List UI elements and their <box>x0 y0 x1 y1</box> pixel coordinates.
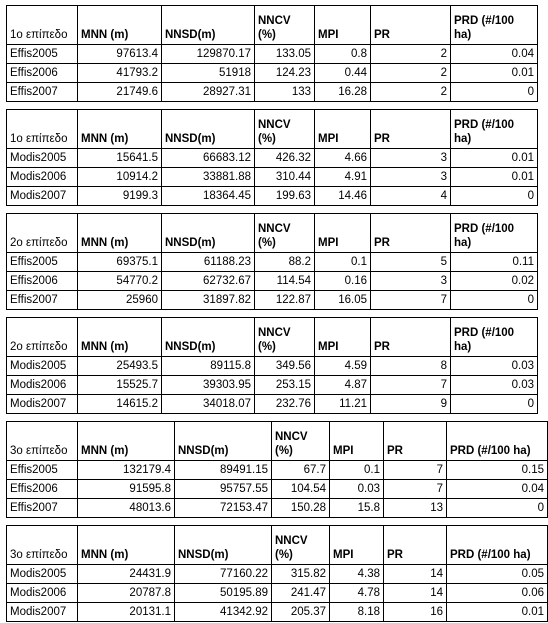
dataset-name: Effis2007 <box>7 83 78 102</box>
cell-pr: 16 <box>384 603 447 622</box>
dataset-name: Modis2007 <box>7 603 78 622</box>
cell-mpi: 15.8 <box>330 499 384 518</box>
cell-nnsd: 61188.23 <box>162 253 255 272</box>
cell-mpi: 0.1 <box>315 253 371 272</box>
level-label: 3ο επίπεδο <box>7 422 78 461</box>
data-table <box>6 213 538 310</box>
cell-nncv: 122.87 <box>255 291 315 310</box>
cell-mpi: 16.05 <box>315 291 371 310</box>
cell-prd: 0.01 <box>451 168 538 187</box>
column-header-prd: PRD (#/100 ha) <box>447 422 548 461</box>
table-row <box>7 499 548 518</box>
cell-mpi: 0.16 <box>315 272 371 291</box>
column-header-pr: PR <box>371 110 451 149</box>
column-header-mnn: MNN (m) <box>78 318 162 357</box>
cell-prd: 0.01 <box>451 64 538 83</box>
cell-pr: 2 <box>371 83 451 102</box>
cell-nncv: 104.54 <box>272 480 330 499</box>
table-header-row <box>7 214 538 253</box>
cell-pr: 2 <box>371 64 451 83</box>
cell-nnsd: 89491.15 <box>175 461 272 480</box>
cell-pr: 3 <box>371 168 451 187</box>
cell-nncv: 124.23 <box>255 64 315 83</box>
level-label: 1ο επίπεδο <box>7 110 78 149</box>
cell-mpi: 4.87 <box>315 376 371 395</box>
dataset-name: Modis2005 <box>7 149 78 168</box>
cell-pr: 14 <box>384 584 447 603</box>
cell-mnn: 54770.2 <box>78 272 162 291</box>
column-header-nnsd: NNSD(m) <box>162 318 255 357</box>
cell-nnsd: 62732.67 <box>162 272 255 291</box>
cell-prd: 0.11 <box>451 253 538 272</box>
table-row <box>7 376 538 395</box>
column-header-mpi: MPI <box>330 526 384 565</box>
data-table <box>6 525 548 622</box>
cell-nncv: 349.56 <box>255 357 315 376</box>
cell-mnn: 15641.5 <box>78 149 162 168</box>
cell-prd: 0 <box>451 83 538 102</box>
table-row <box>7 584 548 603</box>
cell-pr: 2 <box>371 45 451 64</box>
cell-mpi: 0.1 <box>330 461 384 480</box>
column-header-nncv: NNCV (%) <box>255 318 315 357</box>
cell-nnsd: 77160.22 <box>175 565 272 584</box>
cell-nncv: 232.76 <box>255 395 315 414</box>
cell-nnsd: 95757.55 <box>175 480 272 499</box>
column-header-prd: PRD (#/100 ha) <box>451 318 538 357</box>
cell-mnn: 20787.8 <box>78 584 175 603</box>
cell-nnsd: 89115.8 <box>162 357 255 376</box>
column-header-mnn: MNN (m) <box>78 526 175 565</box>
column-header-prd: PRD (#/100 ha) <box>451 214 538 253</box>
cell-mnn: 25960 <box>78 291 162 310</box>
dataset-name: Effis2005 <box>7 253 78 272</box>
dataset-name: Effis2005 <box>7 461 78 480</box>
cell-mnn: 15525.7 <box>78 376 162 395</box>
column-header-nnsd: NNSD(m) <box>162 6 255 45</box>
cell-nnsd: 41342.92 <box>175 603 272 622</box>
cell-prd: 0.03 <box>451 357 538 376</box>
level-label: 3ο επίπεδο <box>7 526 78 565</box>
cell-nncv: 133 <box>255 83 315 102</box>
cell-pr: 13 <box>384 499 447 518</box>
dataset-name: Modis2006 <box>7 584 78 603</box>
dataset-name: Modis2007 <box>7 187 78 206</box>
table-row <box>7 480 548 499</box>
cell-nncv: 205.37 <box>272 603 330 622</box>
dataset-name: Modis2006 <box>7 376 78 395</box>
table-row <box>7 603 548 622</box>
column-header-nnsd: NNSD(m) <box>175 526 272 565</box>
cell-mpi: 4.59 <box>315 357 371 376</box>
table-header-row <box>7 526 548 565</box>
column-header-nncv: NNCV (%) <box>272 526 330 565</box>
dataset-name: Effis2007 <box>7 291 78 310</box>
dataset-name: Modis2005 <box>7 565 78 584</box>
table-row <box>7 565 548 584</box>
cell-mpi: 16.28 <box>315 83 371 102</box>
cell-mnn: 91595.8 <box>78 480 175 499</box>
cell-mpi: 4.66 <box>315 149 371 168</box>
column-header-nnsd: NNSD(m) <box>162 214 255 253</box>
cell-prd: 0.02 <box>451 272 538 291</box>
table-row <box>7 461 548 480</box>
table-row <box>7 149 538 168</box>
cell-mnn: 10914.2 <box>78 168 162 187</box>
cell-mpi: 0.8 <box>315 45 371 64</box>
cell-mpi: 4.38 <box>330 565 384 584</box>
cell-nnsd: 33881.88 <box>162 168 255 187</box>
table-row <box>7 83 538 102</box>
cell-pr: 4 <box>371 187 451 206</box>
cell-pr: 7 <box>371 291 451 310</box>
cell-nnsd: 50195.89 <box>175 584 272 603</box>
cell-nncv: 315.82 <box>272 565 330 584</box>
cell-prd: 0.01 <box>447 603 548 622</box>
column-header-mnn: MNN (m) <box>78 110 162 149</box>
cell-nncv: 199.63 <box>255 187 315 206</box>
cell-prd: 0.01 <box>451 149 538 168</box>
column-header-mpi: MPI <box>315 318 371 357</box>
cell-prd: 0 <box>451 187 538 206</box>
cell-mpi: 4.91 <box>315 168 371 187</box>
column-header-mnn: MNN (m) <box>78 422 175 461</box>
cell-nncv: 114.54 <box>255 272 315 291</box>
column-header-mpi: MPI <box>330 422 384 461</box>
dataset-name: Effis2007 <box>7 499 78 518</box>
cell-prd: 0.15 <box>447 461 548 480</box>
dataset-name: Effis2006 <box>7 480 78 499</box>
column-header-nncv: NNCV (%) <box>255 6 315 45</box>
cell-mnn: 14615.2 <box>78 395 162 414</box>
cell-prd: 0.03 <box>451 376 538 395</box>
cell-nnsd: 39303.95 <box>162 376 255 395</box>
cell-pr: 3 <box>371 149 451 168</box>
table-row <box>7 291 538 310</box>
table-row <box>7 253 538 272</box>
cell-mnn: 24431.9 <box>78 565 175 584</box>
cell-nncv: 426.32 <box>255 149 315 168</box>
cell-prd: 0.05 <box>447 565 548 584</box>
column-header-nncv: NNCV (%) <box>255 110 315 149</box>
table-header-row <box>7 110 538 149</box>
column-header-nnsd: NNSD(m) <box>175 422 272 461</box>
cell-nnsd: 28927.31 <box>162 83 255 102</box>
data-table <box>6 317 538 414</box>
column-header-nncv: NNCV (%) <box>255 214 315 253</box>
dataset-name: Modis2007 <box>7 395 78 414</box>
cell-mnn: 41793.2 <box>78 64 162 83</box>
cell-nnsd: 18364.45 <box>162 187 255 206</box>
cell-mnn: 97613.4 <box>78 45 162 64</box>
data-table <box>6 421 548 518</box>
table-header-row <box>7 318 538 357</box>
cell-mpi: 0.44 <box>315 64 371 83</box>
data-table <box>6 5 538 102</box>
cell-nncv: 241.47 <box>272 584 330 603</box>
cell-mpi: 14.46 <box>315 187 371 206</box>
cell-nnsd: 129870.17 <box>162 45 255 64</box>
cell-mnn: 20131.1 <box>78 603 175 622</box>
cell-prd: 0 <box>447 499 548 518</box>
cell-prd: 0.06 <box>447 584 548 603</box>
cell-nncv: 253.15 <box>255 376 315 395</box>
cell-nncv: 310.44 <box>255 168 315 187</box>
cell-prd: 0 <box>451 291 538 310</box>
column-header-pr: PR <box>371 318 451 357</box>
table-header-row <box>7 422 548 461</box>
cell-mnn: 48013.6 <box>78 499 175 518</box>
dataset-name: Modis2006 <box>7 168 78 187</box>
table-header-row <box>7 6 538 45</box>
cell-mpi: 8.18 <box>330 603 384 622</box>
level-label: 2ο επίπεδο <box>7 318 78 357</box>
column-header-mpi: MPI <box>315 110 371 149</box>
cell-prd: 0.04 <box>447 480 548 499</box>
cell-nnsd: 34018.07 <box>162 395 255 414</box>
cell-mnn: 69375.1 <box>78 253 162 272</box>
level-label: 2ο επίπεδο <box>7 214 78 253</box>
table-row <box>7 168 538 187</box>
column-header-pr: PR <box>371 6 451 45</box>
column-header-prd: PRD (#/100 ha) <box>451 110 538 149</box>
cell-mpi: 0.03 <box>330 480 384 499</box>
table-row <box>7 395 538 414</box>
cell-nncv: 67.7 <box>272 461 330 480</box>
cell-nnsd: 31897.82 <box>162 291 255 310</box>
column-header-mnn: MNN (m) <box>78 214 162 253</box>
cell-prd: 0 <box>451 395 538 414</box>
dataset-name: Effis2005 <box>7 45 78 64</box>
cell-pr: 8 <box>371 357 451 376</box>
cell-nnsd: 72153.47 <box>175 499 272 518</box>
cell-nncv: 150.28 <box>272 499 330 518</box>
column-header-mpi: MPI <box>315 214 371 253</box>
cell-mpi: 11.21 <box>315 395 371 414</box>
cell-pr: 14 <box>384 565 447 584</box>
cell-pr: 7 <box>384 461 447 480</box>
table-row <box>7 187 538 206</box>
column-header-pr: PR <box>371 214 451 253</box>
cell-mnn: 21749.6 <box>78 83 162 102</box>
cell-nncv: 88.2 <box>255 253 315 272</box>
dataset-name: Effis2006 <box>7 64 78 83</box>
table-row <box>7 357 538 376</box>
cell-pr: 3 <box>371 272 451 291</box>
cell-prd: 0.04 <box>451 45 538 64</box>
data-table <box>6 109 538 206</box>
column-header-pr: PR <box>384 422 447 461</box>
cell-mpi: 4.78 <box>330 584 384 603</box>
cell-mnn: 25493.5 <box>78 357 162 376</box>
table-row <box>7 45 538 64</box>
cell-mnn: 132179.4 <box>78 461 175 480</box>
table-row <box>7 272 538 291</box>
dataset-name: Modis2005 <box>7 357 78 376</box>
cell-nncv: 133.05 <box>255 45 315 64</box>
cell-pr: 9 <box>371 395 451 414</box>
level-label: 1ο επίπεδο <box>7 6 78 45</box>
cell-pr: 7 <box>371 376 451 395</box>
column-header-nnsd: NNSD(m) <box>162 110 255 149</box>
column-header-prd: PRD (#/100 ha) <box>451 6 538 45</box>
column-header-mnn: MNN (m) <box>78 6 162 45</box>
dataset-name: Effis2006 <box>7 272 78 291</box>
column-header-mpi: MPI <box>315 6 371 45</box>
cell-mnn: 9199.3 <box>78 187 162 206</box>
cell-pr: 5 <box>371 253 451 272</box>
column-header-prd: PRD (#/100 ha) <box>447 526 548 565</box>
cell-pr: 7 <box>384 480 447 499</box>
column-header-nncv: NNCV (%) <box>272 422 330 461</box>
table-row <box>7 64 538 83</box>
cell-nnsd: 51918 <box>162 64 255 83</box>
column-header-pr: PR <box>384 526 447 565</box>
cell-nnsd: 66683.12 <box>162 149 255 168</box>
